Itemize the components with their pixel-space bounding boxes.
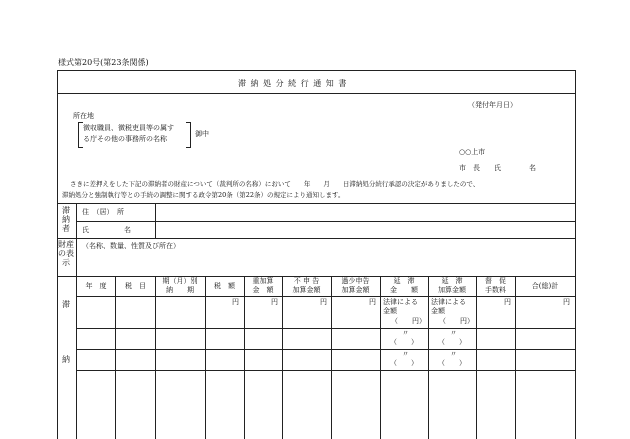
col-div-7 [380,276,381,439]
late-legal-a: 法律による [383,298,418,306]
yen-tax-amount: 円 [232,298,239,306]
yen-fee: 円 [504,298,511,306]
col-period-a: 期（月）別 [162,277,198,285]
yen-under: 円 [369,298,376,306]
address-label: 所在地 [73,112,94,120]
yen-nonfiling: 円 [320,298,327,306]
taxpayer-label: 滞納者 [62,206,70,233]
col-arrears-b: 加算金額 [438,286,466,294]
property-label: 財産の表示 [58,240,74,267]
form-number: 様式第20号(第23条関係) [58,58,149,67]
delinquency-label-top: 滞 [62,300,70,309]
col-total: 合(総)計 [531,282,559,290]
late-ditto-3: 〃 [402,350,409,358]
col-late-b: 金 額 [390,286,418,294]
col-under-a: 過少申告 [341,277,370,285]
body-line2: 滞納処分と強制執行等との手続の調整に関する政令第20条（第22条）の規定により通知します。 [62,191,345,199]
col-div-5 [282,276,283,439]
late-legal-b: 金額 [383,307,397,315]
row-line-2 [76,349,576,350]
col-period-b: 納 期 [166,286,194,294]
col-div-2 [155,276,156,439]
col-div-8 [428,276,429,439]
frame-top [57,70,576,71]
document-title: 滞 納 処 分 続 行 通 知 書 [238,79,348,88]
address-field-label: 住 （居） 所 [82,208,124,216]
property-note: （名称、数量、性質及び所在） [82,242,180,250]
late-paren-3: （ ） [390,359,418,367]
taxpayer-top-line [57,203,576,204]
late-paren-yen: （ 円） [391,317,426,325]
col-heavy-a: 重加算 [252,277,274,285]
property-label-divider [76,238,77,277]
col-heavy-b: 金 額 [252,286,274,294]
col-tax-item: 税 目 [125,282,146,290]
yen-total: 円 [563,298,570,306]
arrears-paren-2: （ ） [438,338,466,346]
taxpayer-middle-line [76,221,576,222]
col-year: 年 度 [85,282,107,290]
arrears-legal-b: 金額 [431,307,445,315]
arrears-ditto-2: 〃 [450,329,457,337]
late-paren-2: （ ） [390,338,418,346]
late-ditto-2: 〃 [402,329,409,337]
col-nonfiling-b: 加算金額 [292,286,321,294]
col-div-3 [205,276,206,439]
col-under-b: 加算金額 [341,286,370,294]
frame-right [575,70,576,439]
property-top-line [57,238,576,239]
col-tax-amount: 税 額 [214,282,235,290]
bracket-right [186,122,191,148]
col-div-1 [115,276,116,439]
sender-mayor: 市 長 氏 名 [459,164,536,172]
row-line-1 [76,328,576,329]
yen-heavy: 円 [271,298,278,306]
col-fee-b: 手数料 [485,286,506,294]
name-field-label: 氏 名 [82,226,131,234]
delinquency-label-bottom: 納 [62,355,70,364]
issue-date: （発付年月日） [468,101,517,109]
arrears-legal-a: 法律による [431,298,466,306]
col-div-9 [476,276,477,439]
header-row-line [76,296,576,297]
col-arrears-a: 延 滞 [441,277,463,285]
row-line-3 [76,370,576,371]
arrears-paren-3: （ ） [438,359,466,367]
col-fee-a: 督 促 [485,277,506,285]
sender-city: ○○上市 [459,148,486,156]
col-div-4 [244,276,245,439]
col-div-6 [331,276,332,439]
arrears-ditto-3: 〃 [450,350,457,358]
recipient-line1: 徴収職員、徴税吏員等の属す [83,124,174,132]
recipient-line2: る庁その他の事務所の名称 [83,135,167,143]
title-divider [57,93,576,94]
col-nonfiling-a: 不 申 告 [293,277,320,285]
col-div-10 [515,276,516,439]
body-line1: さきに差押えをした下記の滞納者の財産について（裁判所の名称）において 年 月 日滞納処分続行承認の決定がありましたので、 [70,180,480,188]
arrears-paren-yen: （ 円） [439,317,474,325]
table-label-divider [76,276,77,439]
col-late-a: 延 滞 [393,277,415,285]
honorific: 御中 [195,130,209,138]
